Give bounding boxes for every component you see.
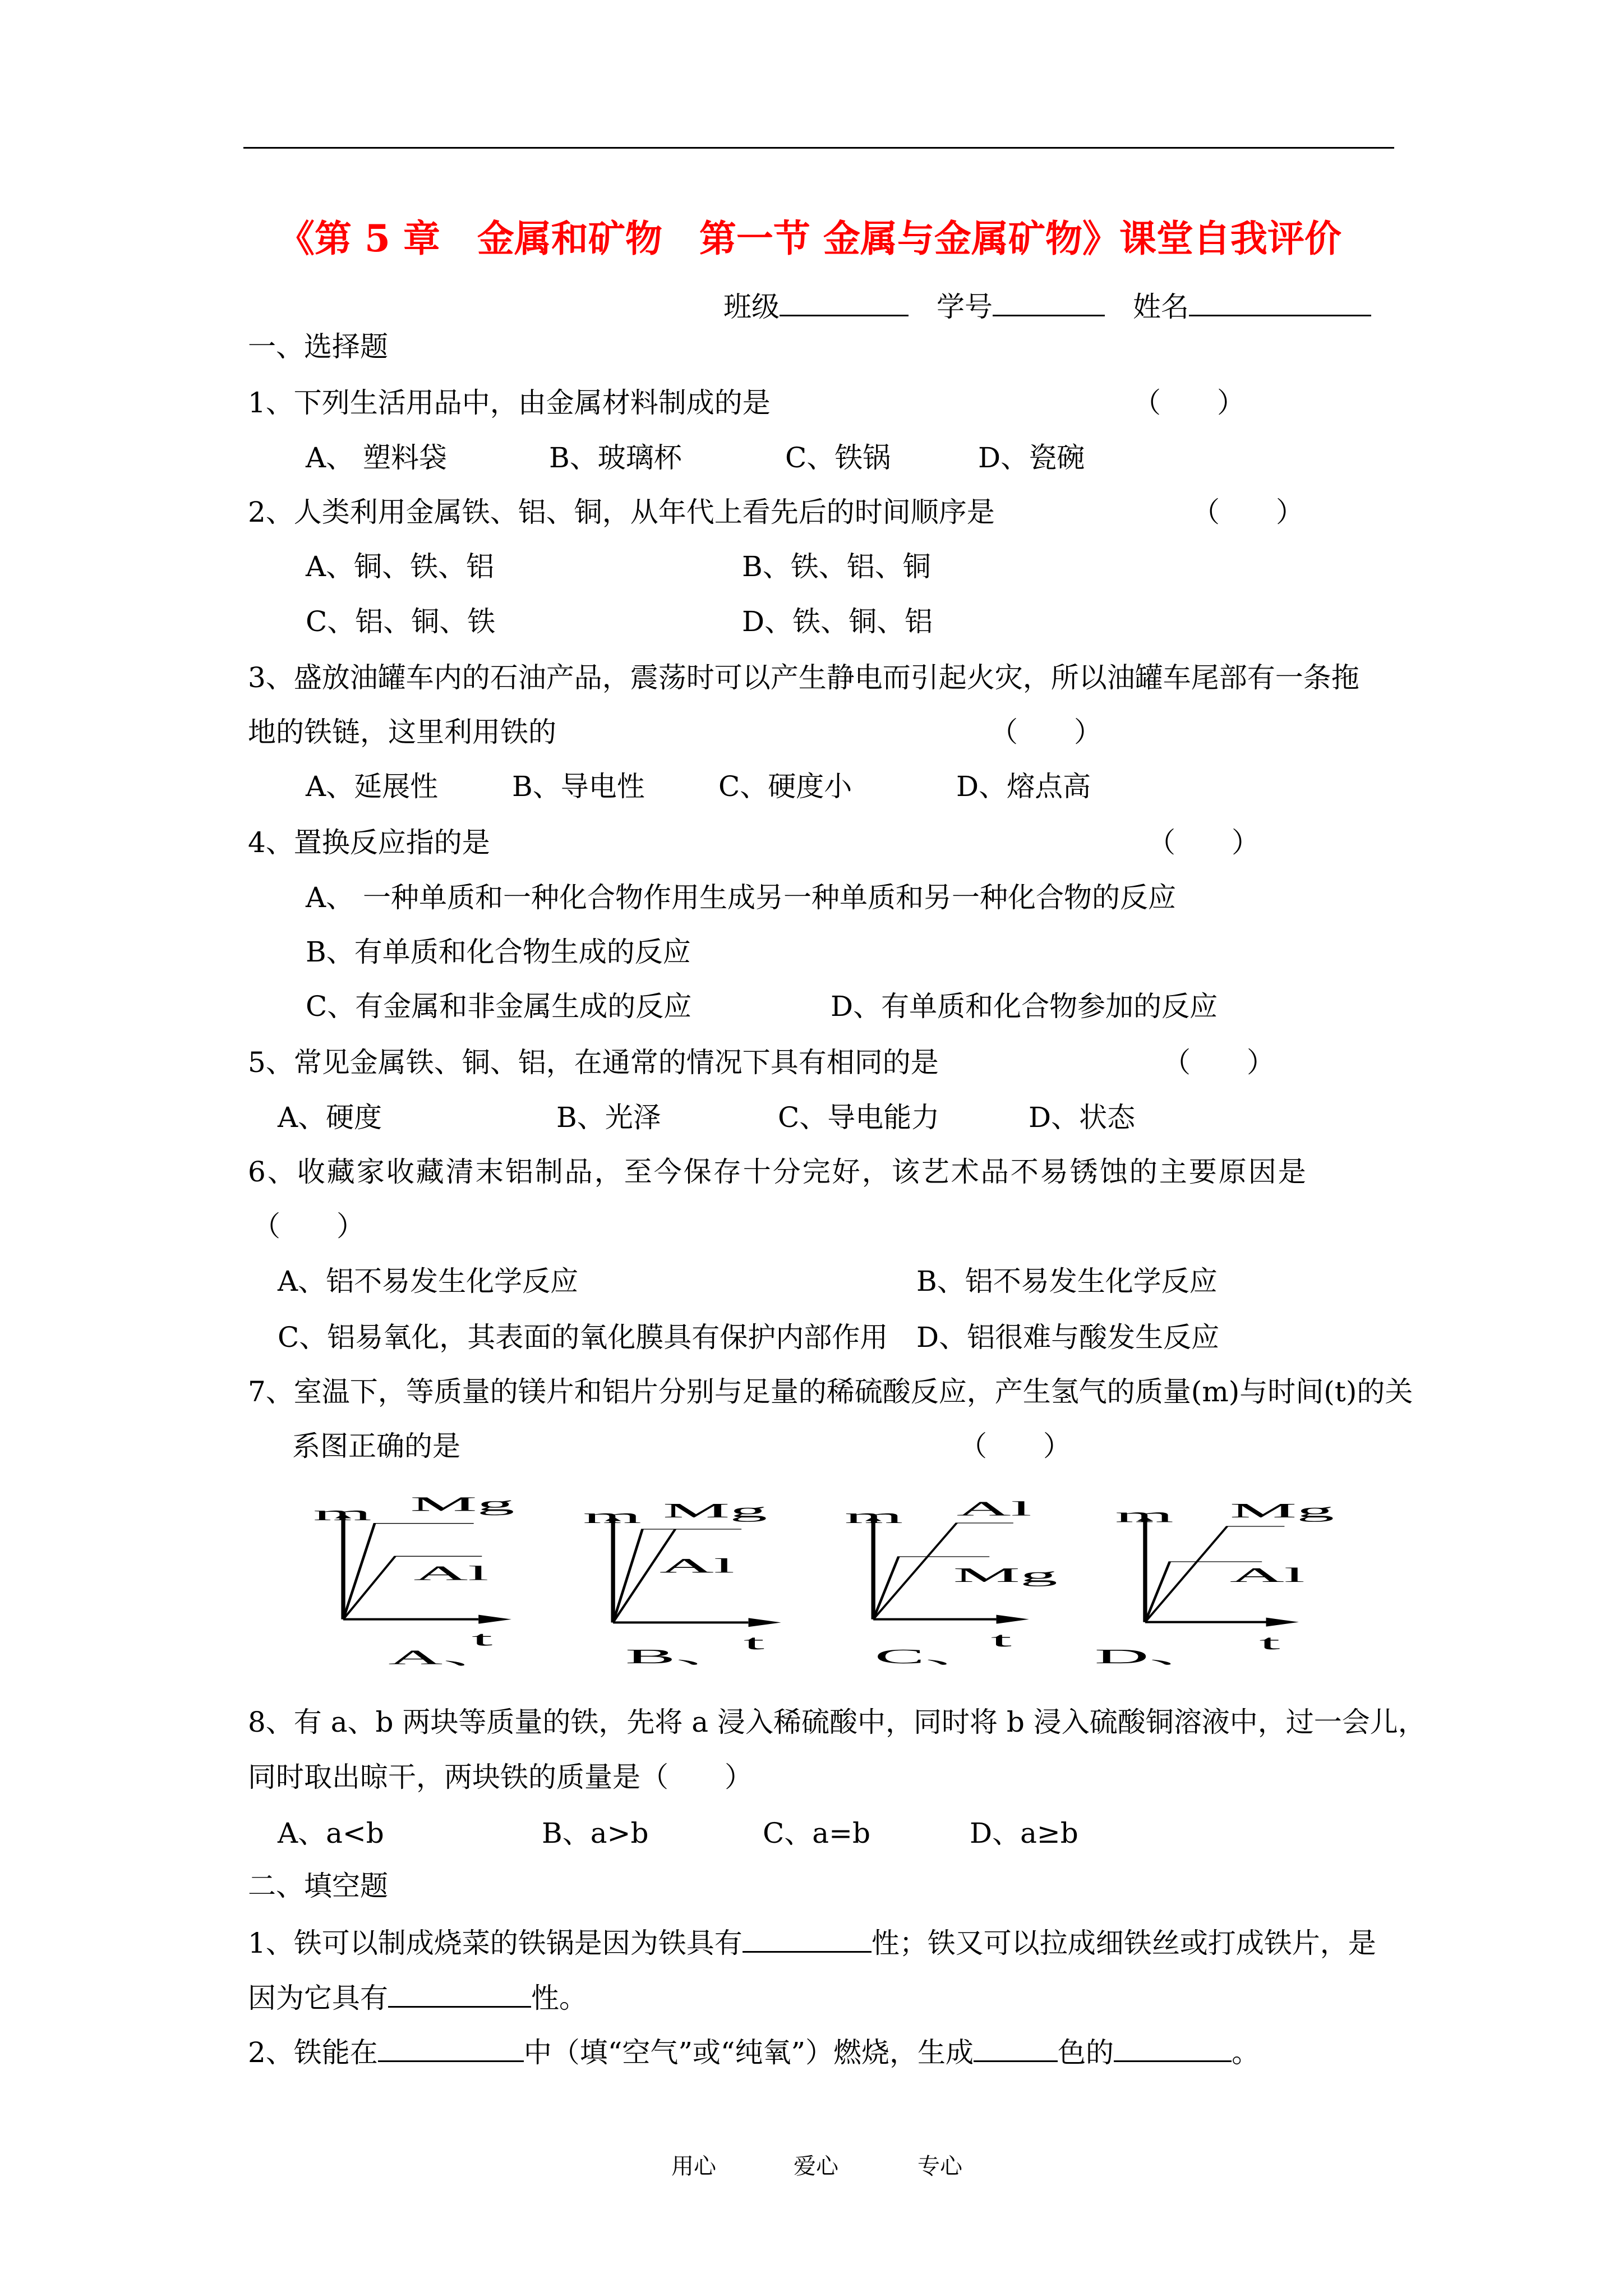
answer-paren: （ ） bbox=[1147, 826, 1260, 859]
text: 。 bbox=[1232, 2036, 1260, 2069]
number-blank[interactable] bbox=[993, 288, 1105, 316]
text: 中（填“空气”或“纯氧”）燃烧，生成 bbox=[523, 2036, 974, 2069]
question-stem: 系图正确的是 bbox=[292, 1430, 460, 1462]
footer-text: 用心 bbox=[671, 2154, 716, 2179]
x-axis-label: t bbox=[743, 1631, 765, 1654]
option: D、瓷碗 bbox=[978, 441, 1085, 474]
fill-question bbox=[248, 2033, 1260, 2070]
page-title: 《第 5 章 金属和矿物 第一节 金属与金属矿物》课堂自我评价 bbox=[278, 217, 1341, 260]
curve-label: Al bbox=[1229, 1563, 1305, 1587]
y-axis-label: m bbox=[845, 1504, 903, 1528]
question-stem: 6、收藏家收藏清末铝制品，至今保存十分完好，该艺术品不易锈蚀的主要原因是 bbox=[248, 1156, 1308, 1188]
question-stem: 4、置换反应指的是 bbox=[248, 826, 490, 859]
option: C、铁锅 bbox=[785, 441, 891, 474]
option: C、铝易氧化，其表面的氧化膜具有保护内部作用 bbox=[278, 1321, 888, 1354]
text: 因为它具有 bbox=[248, 1982, 388, 2014]
option: B、铁、铝、铜 bbox=[742, 550, 931, 583]
option: D、状态 bbox=[1029, 1101, 1136, 1134]
option: B、铝不易发生化学反应 bbox=[916, 1265, 1218, 1297]
answer-blank[interactable] bbox=[974, 2033, 1058, 2062]
text: 性；铁又可以拉成细铁丝或打成铁片，是 bbox=[871, 1927, 1376, 1959]
option: A、铜、铁、铝 bbox=[306, 550, 495, 583]
option: A、a<b bbox=[278, 1817, 384, 1849]
curve-label: Mg bbox=[663, 1499, 768, 1522]
answer-paren: （ ） bbox=[959, 1430, 1071, 1462]
x-axis-label: t bbox=[472, 1627, 493, 1650]
answer-blank[interactable] bbox=[1114, 2033, 1232, 2062]
x-axis-label: t bbox=[990, 1628, 1012, 1651]
curve-label: Mg bbox=[1229, 1499, 1335, 1522]
header-rule bbox=[243, 147, 1394, 149]
curve-label: Al bbox=[956, 1497, 1032, 1520]
curve-label: Mg bbox=[410, 1492, 515, 1516]
question-stem: 8、有 a、b 两块等质量的铁，先将 a 浸入稀硫酸中，同时将 b 浸入硫酸铜溶液中，过一会儿， bbox=[248, 1706, 1426, 1738]
option: A、铝不易发生化学反应 bbox=[278, 1265, 579, 1297]
question-stem: 2、人类利用金属铁、铝、铜，从年代上看先后的时间顺序是 bbox=[248, 496, 995, 528]
text: 1、铁可以制成烧菜的铁锅是因为铁具有 bbox=[248, 1927, 743, 1959]
answer-paren: （ ） bbox=[990, 716, 1102, 748]
option: A、 塑料袋 bbox=[306, 441, 448, 474]
option: D、a≥b bbox=[970, 1817, 1078, 1849]
option: D、熔点高 bbox=[956, 770, 1091, 803]
text: 色的 bbox=[1058, 2036, 1114, 2069]
option: A、 一种单质和一种化合物作用生成另一种单质和另一种化合物的反应 bbox=[306, 881, 1177, 914]
fill-question bbox=[248, 1979, 587, 2016]
option: B、光泽 bbox=[556, 1101, 661, 1134]
option: C、有金属和非金属生成的反应 bbox=[306, 990, 692, 1023]
y-axis-label: m bbox=[1115, 1503, 1174, 1527]
y-axis-label: m bbox=[583, 1504, 642, 1528]
question-stem: 5、常见金属铁、铜、铝，在通常的情况下具有相同的是 bbox=[248, 1046, 939, 1079]
curve-label: Al bbox=[659, 1554, 735, 1577]
class-blank[interactable] bbox=[780, 288, 909, 316]
question-stem: 同时取出晾干，两块铁的质量是（ ） bbox=[248, 1761, 753, 1793]
text: 性。 bbox=[531, 1982, 587, 2014]
option: D、铝很难与酸发生反应 bbox=[916, 1321, 1220, 1354]
name-blank[interactable] bbox=[1189, 288, 1371, 316]
option: D、有单质和化合物参加的反应 bbox=[831, 990, 1218, 1023]
question-stem: 地的铁链，这里利用铁的 bbox=[248, 716, 556, 748]
student-info bbox=[723, 288, 1371, 325]
question-stem: 1、下列生活用品中，由金属材料制成的是 bbox=[248, 386, 771, 419]
answer-blank[interactable] bbox=[743, 1924, 872, 1953]
graph-option-label: C、 bbox=[874, 1645, 1000, 1668]
x-axis-label: t bbox=[1259, 1631, 1280, 1654]
answer-paren: （ ） bbox=[252, 1210, 365, 1243]
option: C、a=b bbox=[763, 1817, 870, 1849]
footer-text: 爱心 bbox=[794, 2154, 838, 2179]
option: B、玻璃杯 bbox=[549, 441, 682, 474]
question-stem: 7、室温下，等质量的镁片和铝片分别与足量的稀硫酸反应，产生氢气的质量(m)与时间(t)的关 bbox=[248, 1375, 1413, 1408]
graph-option-label: B、 bbox=[625, 1645, 751, 1668]
text: 2、铁能在 bbox=[248, 2036, 378, 2069]
option: C、硬度小 bbox=[718, 770, 852, 803]
option: D、铁、铜、铝 bbox=[742, 605, 933, 638]
curve-label: Al bbox=[413, 1562, 489, 1585]
answer-blank[interactable] bbox=[378, 2033, 524, 2062]
option: B、有单质和化合物生成的反应 bbox=[306, 936, 691, 968]
answer-blank[interactable] bbox=[388, 1979, 531, 2008]
fill-question bbox=[248, 1924, 1376, 1961]
footer-text: 专心 bbox=[917, 2154, 962, 2179]
option: B、a>b bbox=[542, 1817, 649, 1849]
option: C、导电能力 bbox=[778, 1101, 940, 1134]
option: A、延展性 bbox=[306, 770, 439, 803]
graph-option-label: A、 bbox=[388, 1646, 518, 1669]
section-heading: 一、选择题 bbox=[248, 330, 388, 363]
graph-option-label: D、 bbox=[1094, 1645, 1224, 1668]
name-label: 姓名 bbox=[1133, 291, 1189, 323]
option: C、铝、铜、铁 bbox=[306, 605, 496, 638]
answer-paren: （ ） bbox=[1192, 496, 1304, 528]
curve-label: Mg bbox=[953, 1563, 1058, 1587]
answer-paren: （ ） bbox=[1133, 386, 1245, 419]
number-label: 学号 bbox=[937, 291, 993, 323]
option: A、硬度 bbox=[278, 1101, 382, 1134]
question-stem: 3、盛放油罐车内的石油产品，震荡时可以产生静电而引起火灾，所以油罐车尾部有一条拖 bbox=[248, 661, 1359, 694]
answer-paren: （ ） bbox=[1163, 1046, 1275, 1079]
section-heading: 二、填空题 bbox=[248, 1870, 388, 1902]
y-axis-label: m bbox=[313, 1502, 372, 1525]
option: B、导电性 bbox=[512, 770, 645, 803]
reaction-graphs bbox=[280, 1481, 1346, 1688]
class-label: 班级 bbox=[723, 291, 780, 323]
